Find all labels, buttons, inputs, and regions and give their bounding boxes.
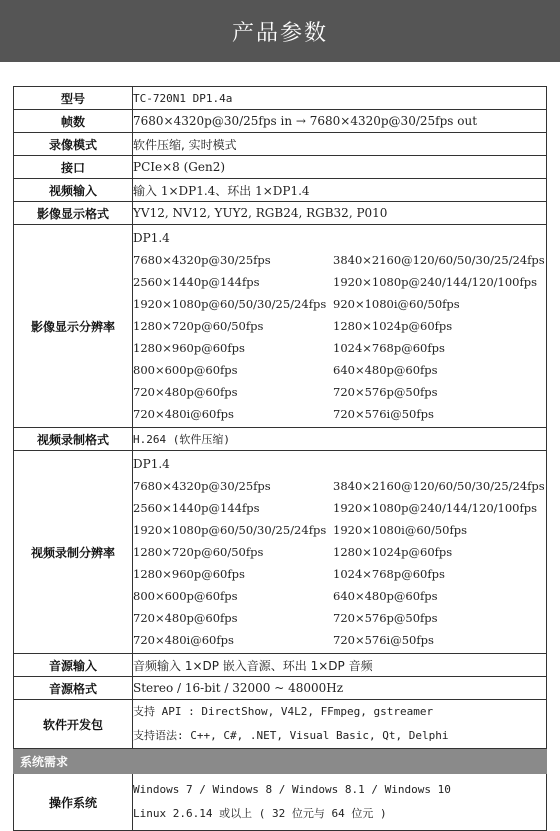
row-value: 7680×4320p@30/25fps in → 7680×4320p@30/25fps out xyxy=(133,110,547,133)
row-value: 软件压缩, 实时模式 xyxy=(133,133,547,156)
resolution-right: 920×1080i@60/50fps xyxy=(333,297,460,311)
resolution-right: 1920×1080p@240/144/120/100fps xyxy=(333,275,537,289)
resolution-left: 1920×1080p@60/50/30/25/24fps xyxy=(133,523,327,537)
resolution-left: 1280×960p@60fps xyxy=(133,567,245,581)
resolution-list xyxy=(133,451,546,653)
resolution-right: 3840×2160@120/60/50/30/25/24fps xyxy=(333,479,545,493)
resolution-right: 720×576i@50fps xyxy=(333,633,434,647)
section-title: 系统需求 xyxy=(14,749,547,774)
resolution-row xyxy=(133,337,546,359)
resolution-right: 3840×2160@120/60/50/30/25/24fps xyxy=(333,253,545,267)
resolution-right: 1024×768p@60fps xyxy=(333,341,445,355)
spec-table xyxy=(13,86,547,831)
resolution-row xyxy=(133,629,546,651)
row-value: H.264 (软件压缩) xyxy=(133,428,547,451)
row-audio-input xyxy=(14,654,547,677)
resolution-left: 7680×4320p@30/25fps xyxy=(133,479,271,493)
row-audio-format xyxy=(14,677,547,700)
resolution-row xyxy=(133,359,546,381)
os-linux-line: Linux 2.6.14 或以上 ( 32 位元与 64 位元 ) xyxy=(133,807,387,820)
sdk-api-line: 支持 API : DirectShow, V4L2, FFmpeg, gstreamer xyxy=(133,705,434,718)
resolution-left: 2560×1440p@144fps xyxy=(133,501,260,515)
row-label: 音源格式 xyxy=(14,677,133,700)
resolution-left: 1280×960p@60fps xyxy=(133,341,245,355)
resolution-row xyxy=(133,563,546,585)
row-video-input xyxy=(14,179,547,202)
row-value: 输入 1×DP1.4、环出 1×DP1.4 xyxy=(133,179,547,202)
resolution-right: 1280×1024p@60fps xyxy=(333,545,453,559)
row-interface xyxy=(14,156,547,179)
row-label: 音源输入 xyxy=(14,654,133,677)
resolution-right: 720×576p@50fps xyxy=(333,385,438,399)
resolution-left: 720×480p@60fps xyxy=(133,385,238,399)
resolution-right: 720×576p@50fps xyxy=(333,611,438,625)
resolution-left: 7680×4320p@30/25fps xyxy=(133,253,271,267)
resolution-left: 1920×1080p@60/50/30/25/24fps xyxy=(133,297,327,311)
row-record-mode xyxy=(14,133,547,156)
resolution-right: 1920×1080i@60/50fps xyxy=(333,523,468,537)
row-label: 软件开发包 xyxy=(14,700,133,749)
row-sdk xyxy=(14,700,547,749)
page-title: 产品参数 xyxy=(231,20,328,46)
row-label: 操作系统 xyxy=(14,774,133,831)
row-label: 影像显示分辨率 xyxy=(14,225,133,428)
row-label: 视频录制格式 xyxy=(14,428,133,451)
resolution-row xyxy=(133,381,546,403)
resolution-list xyxy=(133,225,546,427)
resolution-left: 720×480i@60fps xyxy=(133,407,234,421)
row-value: Stereo / 16-bit / 32000 ~ 48000Hz xyxy=(133,677,547,700)
row-record-format xyxy=(14,428,547,451)
row-value xyxy=(133,451,547,654)
row-value: 音频输入 1×DP 嵌入音源、环出 1×DP 音频 xyxy=(133,654,547,677)
resolution-right: 640×480p@60fps xyxy=(333,589,438,603)
row-value: TC-720N1 DP1.4a xyxy=(133,87,547,110)
row-record-resolution xyxy=(14,451,547,654)
title-banner xyxy=(0,0,560,62)
row-display-format xyxy=(14,202,547,225)
resolution-row xyxy=(133,293,546,315)
row-value: YV12, NV12, YUY2, RGB24, RGB32, P010 xyxy=(133,202,547,225)
row-label: 接口 xyxy=(14,156,133,179)
resolution-row xyxy=(133,519,546,541)
resolution-right: 1024×768p@60fps xyxy=(333,567,445,581)
resolution-row xyxy=(133,271,546,293)
resolution-left: 720×480p@60fps xyxy=(133,611,238,625)
row-model xyxy=(14,87,547,110)
resolution-row xyxy=(133,541,546,563)
row-label: 影像显示格式 xyxy=(14,202,133,225)
row-os xyxy=(14,774,547,831)
resolution-left: 800×600p@60fps xyxy=(133,589,238,603)
row-label: 视频录制分辨率 xyxy=(14,451,133,654)
resolution-left: 1280×720p@60/50fps xyxy=(133,545,264,559)
resolution-right: 640×480p@60fps xyxy=(333,363,438,377)
resolution-left: 800×600p@60fps xyxy=(133,363,238,377)
resolution-right: 1280×1024p@60fps xyxy=(333,319,453,333)
row-label: 型号 xyxy=(14,87,133,110)
resolution-list-heading: DP1.4 xyxy=(133,457,170,471)
resolution-row xyxy=(133,497,546,519)
row-value xyxy=(133,700,547,749)
row-label: 视频输入 xyxy=(14,179,133,202)
row-framerate xyxy=(14,110,547,133)
resolution-row xyxy=(133,249,546,271)
row-label: 录像模式 xyxy=(14,133,133,156)
row-value xyxy=(133,225,547,428)
resolution-right: 720×576i@50fps xyxy=(333,407,434,421)
resolution-row xyxy=(133,475,546,497)
row-display-resolution xyxy=(14,225,547,428)
resolution-left: 1280×720p@60/50fps xyxy=(133,319,264,333)
sdk-syntax-line: 支持语法: C++, C#, .NET, Visual Basic, Qt, Delphi xyxy=(133,729,449,742)
resolution-row xyxy=(133,607,546,629)
resolution-row xyxy=(133,403,546,425)
resolution-right: 1920×1080p@240/144/120/100fps xyxy=(333,501,537,515)
row-value: PCIe×8 (Gen2) xyxy=(133,156,547,179)
section-system-requirements xyxy=(14,749,547,774)
os-windows-line: Windows 7 / Windows 8 / Windows 8.1 / Windows 10 xyxy=(133,783,451,796)
resolution-row xyxy=(133,315,546,337)
resolution-list-heading: DP1.4 xyxy=(133,231,170,245)
resolution-left: 720×480i@60fps xyxy=(133,633,234,647)
resolution-left: 2560×1440p@144fps xyxy=(133,275,260,289)
row-value xyxy=(133,774,547,831)
resolution-row xyxy=(133,585,546,607)
row-label: 帧数 xyxy=(14,110,133,133)
